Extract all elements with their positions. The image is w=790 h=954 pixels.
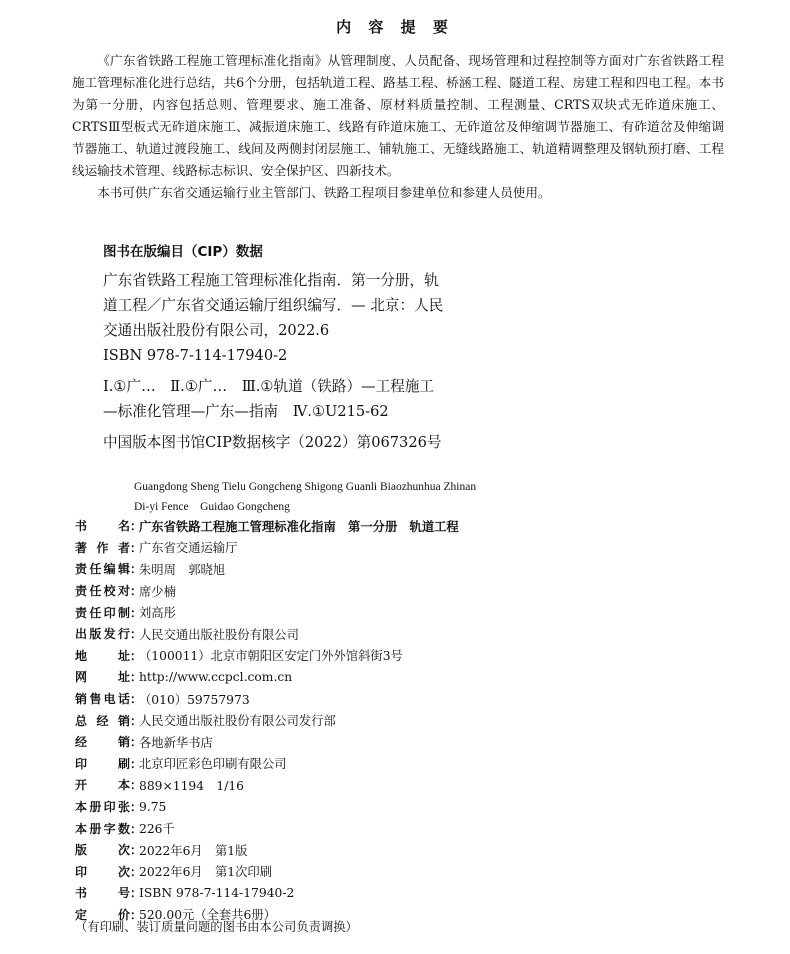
detail-value: 人民交通出版社股份有限公司发行部	[139, 714, 336, 729]
detail-label: 总经销	[75, 713, 130, 728]
detail-row: 书名 ： 广东省铁路工程施工管理标准化指南 第一分册 轨道工程	[75, 515, 735, 537]
cip-line: 广东省铁路工程施工管理标准化指南．第一分册，轨	[103, 272, 439, 289]
detail-value: 2022年6月 第1版	[139, 843, 248, 858]
detail-row: 书号 ： ISBN 978-7-114-17940-2	[75, 882, 735, 904]
detail-value: （010）59757973	[139, 692, 250, 707]
detail-label: 责任编辑	[75, 562, 130, 577]
cip-classification-line: —标准化管理—广东—指南 Ⅳ.①U215-62	[103, 403, 389, 420]
detail-label: 本册印张	[75, 800, 130, 815]
detail-row: 定价 ： 520.00元（全套共6册）	[75, 904, 735, 926]
detail-row: 版次 ： 2022年6月 第1版	[75, 839, 735, 861]
detail-value: 北京印匠彩色印刷有限公司	[139, 757, 287, 772]
detail-value: 226千	[139, 822, 175, 837]
detail-value: 各地新华书店	[139, 735, 213, 750]
detail-row: 经销 ： 各地新华书店	[75, 731, 735, 753]
detail-row: 总经销 ： 人民交通出版社股份有限公司发行部	[75, 709, 735, 731]
detail-row: 网址 ： http://www.ccpcl.com.cn	[75, 666, 735, 688]
page-title: 内 容 提 要	[336, 18, 454, 36]
detail-value: 广东省交通运输厅	[139, 541, 238, 556]
detail-label: 著作者	[75, 540, 130, 555]
detail-row: 印刷 ： 北京印匠彩色印刷有限公司	[75, 753, 735, 775]
pinyin-line: Di-yi Fence Guidao Gongcheng	[134, 501, 290, 513]
detail-row: 本册印张 ： 9.75	[75, 796, 735, 818]
detail-label: 经销	[75, 735, 130, 750]
detail-row: 责任印制 ： 刘高彤	[75, 601, 735, 623]
detail-value: 9.75	[139, 799, 167, 814]
detail-label: 定价	[75, 907, 130, 922]
detail-label: 责任印制	[75, 605, 130, 620]
detail-value: 席少楠	[139, 584, 176, 599]
cip-record-number: 中国版本图书馆CIP数据核字（2022）第067326号	[103, 434, 442, 451]
detail-row: 责任校对 ： 席少楠	[75, 580, 735, 602]
summary-section	[72, 50, 724, 204]
detail-label: 出版发行	[75, 627, 130, 642]
summary-paragraph: 本书可供广东省交通运输行业主管部门、铁路工程项目参建单位和参建人员使用。	[97, 185, 551, 200]
detail-row: 印次 ： 2022年6月 第1次印刷	[75, 861, 735, 883]
publication-details	[75, 515, 735, 925]
detail-value: 广东省铁路工程施工管理标准化指南 第一分册 轨道工程	[139, 519, 459, 534]
detail-row: 地址 ： （100011）北京市朝阳区安定门外外馆斜街3号	[75, 645, 735, 667]
detail-label: 本册字数	[75, 821, 130, 836]
pinyin-title	[134, 477, 476, 517]
detail-value: 人民交通出版社股份有限公司	[139, 627, 299, 642]
detail-value: 朱明周 郭晓旭	[139, 562, 226, 577]
detail-label: 印次	[75, 864, 130, 879]
detail-label: 责任校对	[75, 584, 130, 599]
summary-paragraph: 《广东省铁路工程施工管理标准化指南》从管理制度、人员配备、现场管理和过程控制等方面对广东省铁路工程施工管理标准化进行总结，共6个分册，包括轨道工程、路基工程、桥涵工程、隧道工程、房建工程和四电工程。本书为第一分册，内容包括总则、管理要求、施工准备、原材料质量控制、工程测量、CRTS双块式无砟道床施工、CRTSⅢ型板式无砟道床施工、减振道床施工、线路有砟道床施工、无砟道岔及伸缩调节器施工、有砟道岔及伸缩调节器施工、轨道过渡段施工、线间及两侧封闭层施工、铺轨施工、无缝线路施工、轨道精调整理及钢轨预打磨、工程线运输技术管理、线路标志标识、安全保护区、四新技术。	[72, 53, 724, 178]
detail-label: 版次	[75, 843, 130, 858]
detail-label: 开本	[75, 778, 130, 793]
cip-data-block	[103, 268, 478, 455]
detail-row: 开本 ： 889×1194 1/16	[75, 774, 735, 796]
cip-line: ISBN 978-7-114-17940-2	[103, 347, 288, 364]
detail-value: （100011）北京市朝阳区安定门外外馆斜街3号	[139, 649, 403, 664]
cip-line: 道工程／广东省交通运输厅组织编写．— 北京：人民	[103, 297, 444, 314]
detail-value: 889×1194 1/16	[139, 778, 244, 793]
detail-row: 本册字数 ： 226千	[75, 817, 735, 839]
cip-line: 交通出版社股份有限公司，2022.6	[103, 322, 330, 339]
detail-value: 刘高彤	[139, 606, 176, 621]
pinyin-line: Guangdong Sheng Tielu Gongcheng Shigong Guanli Biaozhunhua Zhinan	[134, 481, 477, 493]
detail-label: 地址	[75, 648, 130, 663]
detail-row: 销售电话 ： （010）59757973	[75, 688, 735, 710]
detail-value: 2022年6月 第1次印刷	[139, 865, 273, 880]
detail-value: http://www.ccpcl.com.cn	[139, 669, 293, 684]
detail-label: 书名	[75, 519, 130, 534]
detail-label: 销售电话	[75, 692, 130, 707]
detail-label: 印刷	[75, 756, 130, 771]
quality-notice: （有印刷、装订质量问题的图书由本公司负责调换）	[75, 920, 358, 934]
detail-label: 书号	[75, 886, 130, 901]
cip-classification-line: Ⅰ.①广… Ⅱ.①广… Ⅲ.①轨道（铁路）—工程施工	[103, 378, 435, 395]
detail-row: 出版发行 ： 人民交通出版社股份有限公司	[75, 623, 735, 645]
detail-row: 责任编辑 ： 朱明周 郭晓旭	[75, 558, 735, 580]
detail-value: ISBN 978-7-114-17940-2	[139, 885, 295, 900]
detail-row: 著作者 ： 广东省交通运输厅	[75, 537, 735, 559]
detail-label: 网址	[75, 670, 130, 685]
cip-heading: 图书在版编目（CIP）数据	[103, 244, 263, 260]
detail-value: 520.00元（全套共6册）	[139, 908, 276, 923]
